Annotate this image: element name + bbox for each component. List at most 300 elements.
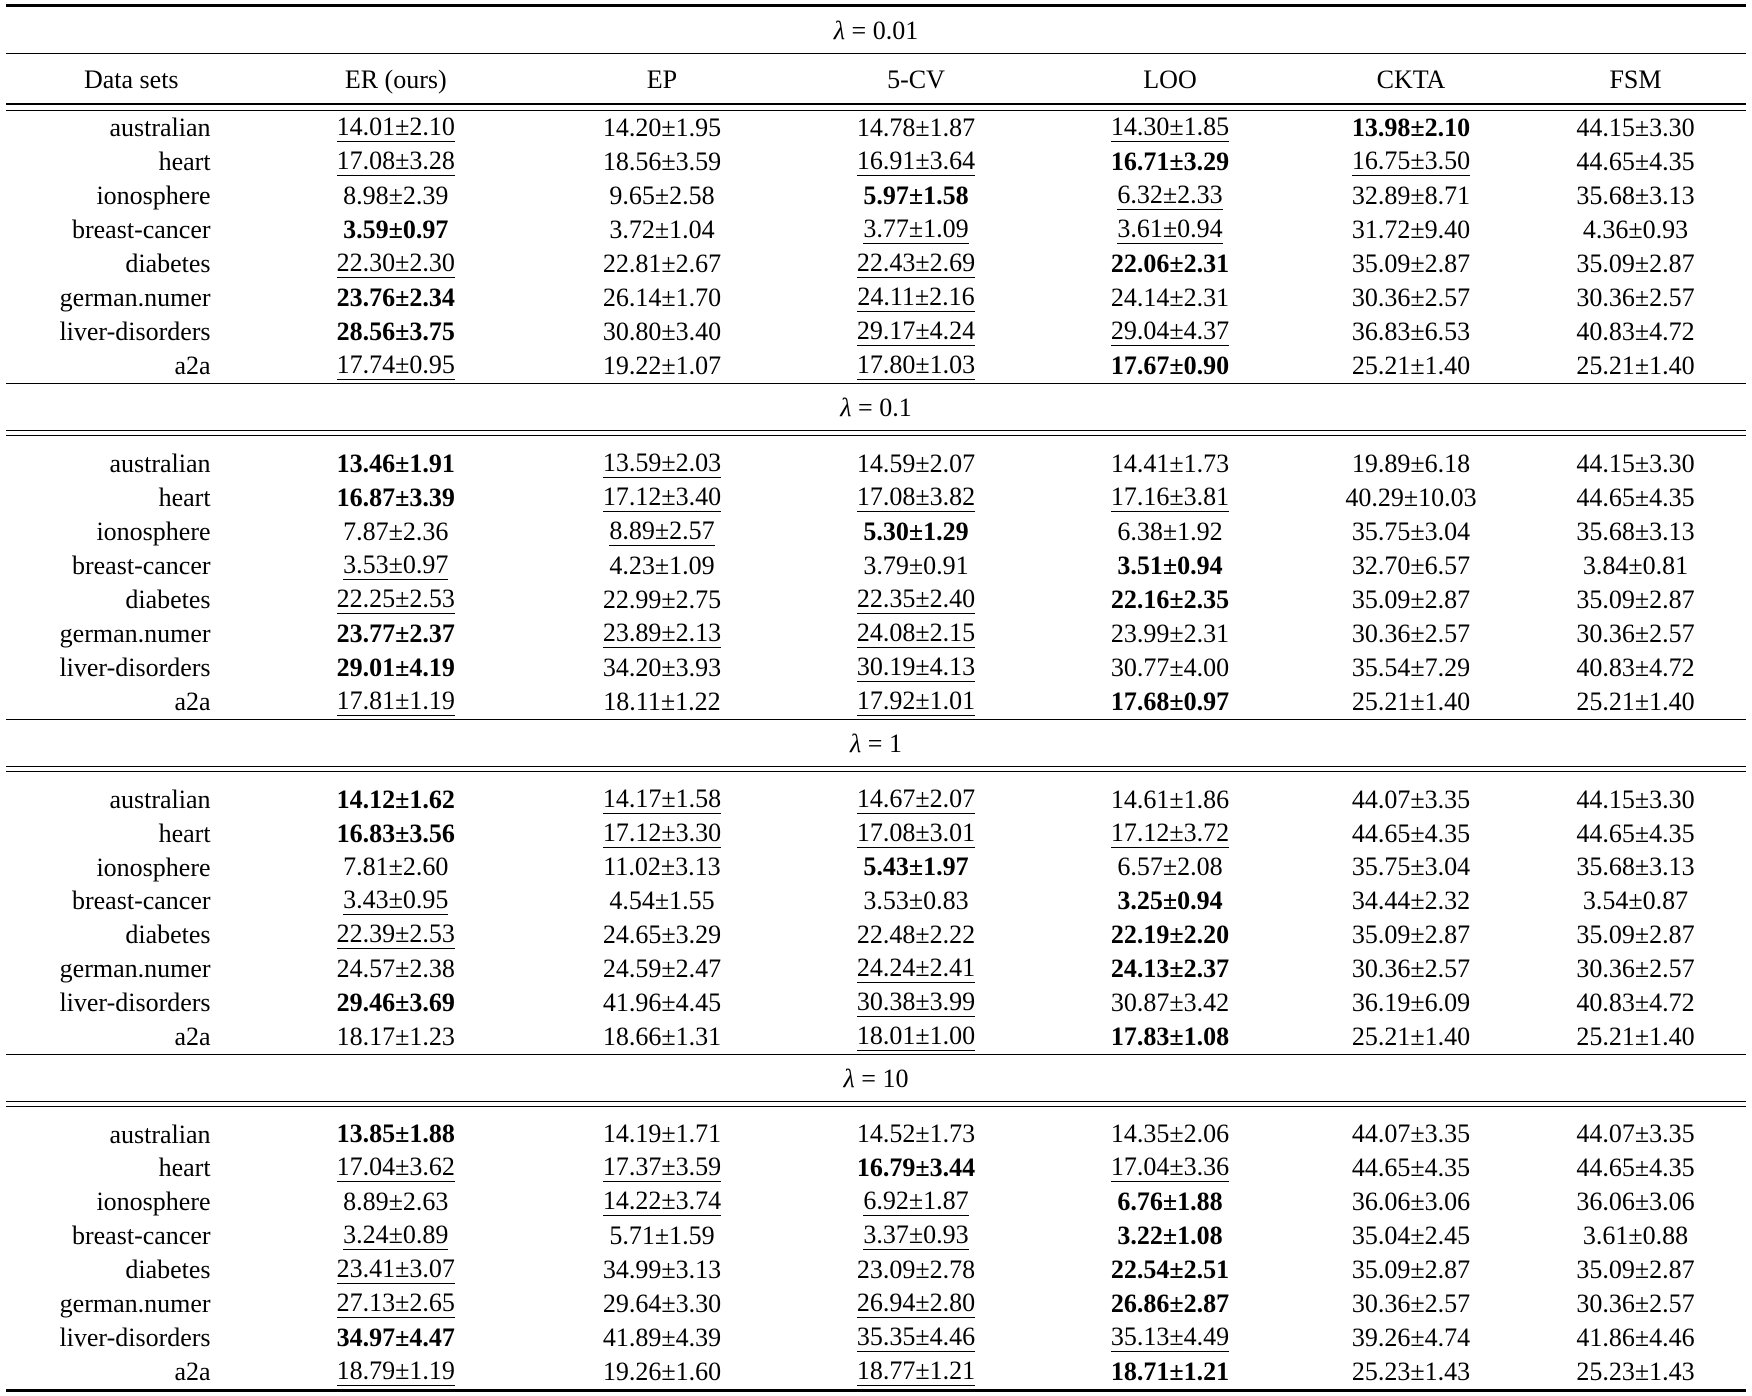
result-value: 18.66±1.31 xyxy=(603,1024,721,1051)
result-value: 19.26±1.60 xyxy=(603,1359,721,1386)
result-cell xyxy=(1043,349,1297,384)
result-value: 39.26±4.74 xyxy=(1352,1325,1470,1352)
result-value: 3.61±0.88 xyxy=(1583,1223,1688,1250)
result-value: 17.67±0.90 xyxy=(1111,353,1229,380)
table-row xyxy=(6,1118,1746,1151)
result-value: 35.54±7.29 xyxy=(1352,655,1470,682)
result-cell xyxy=(1525,851,1746,884)
table-row xyxy=(6,447,1746,481)
result-cell xyxy=(257,583,535,617)
result-value: 17.08±3.01 xyxy=(857,820,975,848)
table-row xyxy=(6,685,1746,720)
result-value: 22.81±2.67 xyxy=(603,251,721,278)
table-row xyxy=(6,1321,1746,1355)
result-value: 34.97±4.47 xyxy=(337,1325,455,1352)
result-value: 16.75±3.50 xyxy=(1352,148,1470,176)
result-value: 3.79±0.91 xyxy=(863,553,968,580)
result-value: 23.77±2.37 xyxy=(337,621,455,648)
result-value: 30.36±2.57 xyxy=(1576,956,1694,983)
result-value: 3.25±0.94 xyxy=(1117,888,1222,915)
result-value: 14.30±1.85 xyxy=(1111,114,1229,142)
dataset-name: german.numer xyxy=(6,952,257,986)
result-cell xyxy=(257,817,535,851)
result-cell xyxy=(535,884,789,918)
result-value: 25.21±1.40 xyxy=(1576,689,1694,716)
result-value: 17.08±3.28 xyxy=(337,148,455,176)
result-cell xyxy=(257,1219,535,1253)
result-cell xyxy=(1297,851,1525,884)
result-value: 34.99±3.13 xyxy=(603,1257,721,1284)
result-value: 14.59±2.07 xyxy=(857,451,975,478)
result-value: 35.04±2.45 xyxy=(1352,1223,1470,1250)
result-cell xyxy=(1297,884,1525,918)
result-value: 44.15±3.30 xyxy=(1576,451,1694,478)
result-cell xyxy=(535,918,789,952)
dataset-name: breast-cancer xyxy=(6,884,257,918)
result-value: 3.72±1.04 xyxy=(609,217,714,244)
result-cell xyxy=(257,783,535,817)
result-value: 44.07±3.35 xyxy=(1352,787,1470,814)
dataset-name: german.numer xyxy=(6,281,257,315)
result-cell xyxy=(257,145,535,179)
result-cell xyxy=(1525,1118,1746,1151)
result-value: 17.92±1.01 xyxy=(857,688,975,716)
result-value: 25.21±1.40 xyxy=(1352,353,1470,380)
rule-line xyxy=(6,1391,1746,1396)
result-cell xyxy=(1043,685,1297,720)
result-cell xyxy=(1525,111,1746,146)
result-value: 40.29±10.03 xyxy=(1345,485,1476,512)
dataset-name: diabetes xyxy=(6,583,257,617)
result-value: 5.43±1.97 xyxy=(863,854,968,881)
result-cell xyxy=(257,884,535,918)
result-cell xyxy=(1525,817,1746,851)
result-cell xyxy=(1043,1219,1297,1253)
result-cell xyxy=(535,281,789,315)
result-cell xyxy=(1525,1321,1746,1355)
result-value: 16.91±3.64 xyxy=(857,148,975,176)
table-row xyxy=(6,1355,1746,1391)
result-value: 14.19±1.71 xyxy=(603,1121,721,1148)
result-value: 32.89±8.71 xyxy=(1352,183,1470,210)
result-value: 18.79±1.19 xyxy=(337,1358,455,1386)
result-cell xyxy=(1297,685,1525,720)
column-header-ep: EP xyxy=(535,58,789,104)
result-value: 25.23±1.43 xyxy=(1576,1359,1694,1386)
result-value: 36.19±6.09 xyxy=(1352,990,1470,1017)
result-value: 22.06±2.31 xyxy=(1111,251,1229,278)
result-cell xyxy=(257,1118,535,1151)
result-value: 26.14±1.70 xyxy=(603,285,721,312)
result-value: 29.46±3.69 xyxy=(337,990,455,1017)
result-cell xyxy=(1525,145,1746,179)
table-bottom-rule xyxy=(6,1391,1746,1396)
result-value: 16.79±3.44 xyxy=(857,1155,975,1182)
column-header-data-sets: Data sets xyxy=(6,58,257,104)
result-value: 3.54±0.87 xyxy=(1583,888,1688,915)
result-cell xyxy=(789,111,1043,146)
result-value: 35.68±3.13 xyxy=(1576,519,1694,546)
table-row xyxy=(6,549,1746,583)
result-cell xyxy=(1297,1118,1525,1151)
result-value: 8.89±2.63 xyxy=(343,1189,448,1216)
result-value: 18.56±3.59 xyxy=(603,149,721,176)
result-cell xyxy=(1525,1219,1746,1253)
result-cell xyxy=(257,685,535,720)
result-cell xyxy=(789,515,1043,549)
result-value: 17.12±3.30 xyxy=(603,820,721,848)
table-row xyxy=(6,1151,1746,1185)
result-value: 14.22±3.74 xyxy=(603,1188,721,1216)
result-cell xyxy=(1525,986,1746,1020)
result-cell xyxy=(257,549,535,583)
result-value: 22.39±2.53 xyxy=(337,921,455,949)
result-value: 24.08±2.15 xyxy=(857,620,975,648)
dataset-name: liver-disorders xyxy=(6,315,257,349)
result-value: 22.19±2.20 xyxy=(1111,922,1229,949)
result-cell xyxy=(257,1185,535,1219)
result-value: 35.09±2.87 xyxy=(1352,587,1470,614)
result-cell xyxy=(1297,549,1525,583)
result-cell xyxy=(1043,179,1297,213)
result-value: 44.65±4.35 xyxy=(1576,149,1694,176)
result-value: 4.54±1.55 xyxy=(609,888,714,915)
result-cell xyxy=(535,111,789,146)
result-cell xyxy=(1525,213,1746,247)
lambda-value: 1 xyxy=(889,729,902,758)
result-cell xyxy=(789,349,1043,384)
result-value: 30.36±2.57 xyxy=(1576,285,1694,312)
result-value: 23.89±2.13 xyxy=(603,620,721,648)
result-value: 14.41±1.73 xyxy=(1111,451,1229,478)
result-value: 18.77±1.21 xyxy=(857,1358,975,1386)
result-cell xyxy=(1525,1185,1746,1219)
result-value: 22.48±2.22 xyxy=(857,922,975,949)
result-cell xyxy=(257,111,535,146)
table-row xyxy=(6,1219,1746,1253)
lambda-value: 10 xyxy=(882,1064,908,1093)
lambda-caption-row xyxy=(6,388,1746,431)
dataset-name: australian xyxy=(6,1118,257,1151)
result-value: 18.11±1.22 xyxy=(603,689,720,716)
result-cell xyxy=(535,247,789,281)
result-value: 14.61±1.86 xyxy=(1111,787,1229,814)
result-cell xyxy=(535,817,789,851)
result-cell xyxy=(535,1020,789,1055)
dataset-name: breast-cancer xyxy=(6,549,257,583)
result-value: 36.83±6.53 xyxy=(1352,319,1470,346)
result-cell xyxy=(1043,1118,1297,1151)
result-cell xyxy=(1525,349,1746,384)
result-value: 35.09±2.87 xyxy=(1352,1257,1470,1284)
result-cell xyxy=(789,549,1043,583)
result-cell xyxy=(535,685,789,720)
lambda-caption: λ = 1 xyxy=(6,724,1746,767)
result-value: 3.51±0.94 xyxy=(1117,553,1222,580)
result-cell xyxy=(1043,651,1297,685)
result-cell xyxy=(1043,481,1297,515)
result-cell xyxy=(1043,851,1297,884)
dataset-name: liver-disorders xyxy=(6,651,257,685)
result-value: 13.98±2.10 xyxy=(1352,115,1470,142)
result-cell xyxy=(1297,1253,1525,1287)
result-value: 3.37±0.93 xyxy=(863,1222,968,1250)
result-cell xyxy=(789,783,1043,817)
result-cell xyxy=(1525,515,1746,549)
result-value: 26.94±2.80 xyxy=(857,1290,975,1318)
result-value: 35.13±4.49 xyxy=(1111,1324,1229,1352)
result-value: 22.43±2.69 xyxy=(857,250,975,278)
result-cell xyxy=(535,851,789,884)
result-value: 23.41±3.07 xyxy=(337,1256,455,1284)
result-value: 25.21±1.40 xyxy=(1352,689,1470,716)
dataset-name: diabetes xyxy=(6,918,257,952)
table-row xyxy=(6,651,1746,685)
result-cell xyxy=(257,315,535,349)
result-value: 44.65±4.35 xyxy=(1352,1155,1470,1182)
table-row xyxy=(6,817,1746,851)
result-value: 5.97±1.58 xyxy=(863,183,968,210)
result-cell xyxy=(1297,179,1525,213)
result-value: 30.36±2.57 xyxy=(1576,1291,1694,1318)
result-cell xyxy=(535,315,789,349)
spacer-cell xyxy=(6,776,1746,783)
result-cell xyxy=(789,1219,1043,1253)
result-value: 3.53±0.83 xyxy=(863,888,968,915)
result-value: 35.09±2.87 xyxy=(1352,922,1470,949)
result-value: 3.22±1.08 xyxy=(1117,1223,1222,1250)
result-cell xyxy=(1297,1287,1525,1321)
result-cell xyxy=(535,617,789,651)
result-value: 17.81±1.19 xyxy=(337,688,455,716)
result-value: 16.83±3.56 xyxy=(337,821,455,848)
result-cell xyxy=(1297,651,1525,685)
result-value: 4.36±0.93 xyxy=(1583,217,1688,244)
table-row xyxy=(6,986,1746,1020)
result-cell xyxy=(1043,447,1297,481)
result-value: 5.30±1.29 xyxy=(863,519,968,546)
result-value: 24.11±2.16 xyxy=(857,284,974,312)
result-cell xyxy=(1297,315,1525,349)
result-value: 19.22±1.07 xyxy=(603,353,721,380)
result-cell xyxy=(1525,1020,1746,1055)
result-cell xyxy=(1043,549,1297,583)
table-row xyxy=(6,515,1746,549)
table-row xyxy=(6,481,1746,515)
table-row xyxy=(6,315,1746,349)
dataset-name: ionosphere xyxy=(6,515,257,549)
dataset-name: heart xyxy=(6,1151,257,1185)
result-cell xyxy=(1525,1253,1746,1287)
result-cell xyxy=(1043,817,1297,851)
result-value: 17.12±3.72 xyxy=(1111,820,1229,848)
result-value: 36.06±3.06 xyxy=(1576,1189,1694,1216)
result-value: 44.07±3.35 xyxy=(1576,1121,1694,1148)
dataset-name: a2a xyxy=(6,1355,257,1391)
result-value: 41.89±4.39 xyxy=(603,1325,721,1352)
result-cell xyxy=(1297,481,1525,515)
result-cell xyxy=(1043,247,1297,281)
dataset-name: ionosphere xyxy=(6,179,257,213)
result-value: 6.76±1.88 xyxy=(1117,1189,1222,1216)
result-cell xyxy=(257,1020,535,1055)
result-cell xyxy=(1043,1321,1297,1355)
result-cell xyxy=(789,145,1043,179)
result-cell xyxy=(1525,1355,1746,1391)
result-cell xyxy=(1043,111,1297,146)
result-cell xyxy=(789,851,1043,884)
result-value: 35.68±3.13 xyxy=(1576,854,1694,881)
result-value: 3.61±0.94 xyxy=(1117,216,1222,244)
result-value: 24.13±2.37 xyxy=(1111,956,1229,983)
dataset-name: breast-cancer xyxy=(6,213,257,247)
result-value: 34.20±3.93 xyxy=(603,655,721,682)
table-row xyxy=(6,1020,1746,1055)
table-row xyxy=(6,1185,1746,1219)
result-value: 35.09±2.87 xyxy=(1576,1257,1694,1284)
result-cell xyxy=(789,1020,1043,1055)
result-cell xyxy=(1297,515,1525,549)
block-spacer xyxy=(6,776,1746,783)
lambda-caption: λ = 10 xyxy=(6,1059,1746,1102)
table-row xyxy=(6,918,1746,952)
result-cell xyxy=(1525,651,1746,685)
lambda-symbol: λ xyxy=(850,729,861,758)
result-cell xyxy=(1525,918,1746,952)
result-cell xyxy=(1043,515,1297,549)
result-value: 3.24±0.89 xyxy=(343,1222,448,1250)
table-row xyxy=(6,952,1746,986)
table-row xyxy=(6,247,1746,281)
result-value: 4.23±1.09 xyxy=(609,553,714,580)
result-value: 25.21±1.40 xyxy=(1576,1024,1694,1051)
result-value: 22.99±2.75 xyxy=(603,587,721,614)
result-value: 40.83±4.72 xyxy=(1576,655,1694,682)
result-value: 44.65±4.35 xyxy=(1576,1155,1694,1182)
result-cell xyxy=(789,651,1043,685)
result-cell xyxy=(789,1355,1043,1391)
result-cell xyxy=(789,583,1043,617)
result-cell xyxy=(535,986,789,1020)
result-cell xyxy=(535,145,789,179)
result-value: 3.84±0.81 xyxy=(1583,553,1688,580)
table-row xyxy=(6,617,1746,651)
result-value: 25.23±1.43 xyxy=(1352,1359,1470,1386)
result-cell xyxy=(789,952,1043,986)
result-cell xyxy=(1525,884,1746,918)
result-value: 31.72±9.40 xyxy=(1352,217,1470,244)
result-value: 18.71±1.21 xyxy=(1111,1359,1229,1386)
result-cell xyxy=(1525,247,1746,281)
column-header-row xyxy=(6,58,1746,104)
lambda-symbol: λ xyxy=(844,1064,855,1093)
result-value: 26.86±2.87 xyxy=(1111,1291,1229,1318)
lambda-symbol: λ xyxy=(840,393,851,422)
result-value: 13.59±2.03 xyxy=(603,450,721,478)
lambda-value: 0.01 xyxy=(873,16,919,45)
result-cell xyxy=(789,1321,1043,1355)
result-value: 14.12±1.62 xyxy=(337,787,455,814)
result-value: 17.74±0.95 xyxy=(337,352,455,380)
result-cell xyxy=(1043,617,1297,651)
result-cell xyxy=(1297,349,1525,384)
result-cell xyxy=(257,1321,535,1355)
result-cell xyxy=(1297,1020,1525,1055)
result-cell xyxy=(535,447,789,481)
result-cell xyxy=(535,952,789,986)
result-value: 25.21±1.40 xyxy=(1352,1024,1470,1051)
result-cell xyxy=(535,1118,789,1151)
result-value: 23.09±2.78 xyxy=(857,1257,975,1284)
dataset-name: german.numer xyxy=(6,1287,257,1321)
result-value: 44.07±3.35 xyxy=(1352,1121,1470,1148)
result-value: 17.12±3.40 xyxy=(603,484,721,512)
result-value: 24.65±3.29 xyxy=(603,922,721,949)
result-value: 17.37±3.59 xyxy=(603,1154,721,1182)
result-value: 24.59±2.47 xyxy=(603,956,721,983)
dataset-name: liver-disorders xyxy=(6,986,257,1020)
result-cell xyxy=(1043,145,1297,179)
result-value: 30.36±2.57 xyxy=(1352,1291,1470,1318)
result-cell xyxy=(1043,281,1297,315)
result-cell xyxy=(535,1287,789,1321)
result-cell xyxy=(1043,315,1297,349)
result-value: 8.98±2.39 xyxy=(343,183,448,210)
result-value: 3.77±1.09 xyxy=(863,216,968,244)
result-cell xyxy=(535,1185,789,1219)
result-value: 44.15±3.30 xyxy=(1576,115,1694,142)
result-cell xyxy=(789,1253,1043,1287)
result-value: 17.04±3.36 xyxy=(1111,1154,1229,1182)
result-cell xyxy=(1525,617,1746,651)
result-cell xyxy=(789,247,1043,281)
result-cell xyxy=(535,783,789,817)
result-cell xyxy=(1297,213,1525,247)
results-table xyxy=(6,4,1746,1396)
result-value: 19.89±6.18 xyxy=(1352,451,1470,478)
result-value: 22.25±2.53 xyxy=(337,586,455,614)
result-value: 17.68±0.97 xyxy=(1111,689,1229,716)
result-value: 22.16±2.35 xyxy=(1111,587,1229,614)
dataset-name: a2a xyxy=(6,685,257,720)
result-cell xyxy=(789,179,1043,213)
result-cell xyxy=(257,651,535,685)
result-cell xyxy=(535,515,789,549)
result-value: 14.35±2.06 xyxy=(1111,1121,1229,1148)
result-cell xyxy=(1297,1355,1525,1391)
result-value: 44.65±4.35 xyxy=(1576,821,1694,848)
result-value: 24.57±2.38 xyxy=(337,956,455,983)
column-header-loo: LOO xyxy=(1043,58,1297,104)
result-cell xyxy=(1525,1151,1746,1185)
result-cell xyxy=(535,481,789,515)
result-cell xyxy=(1043,986,1297,1020)
lambda-caption: λ = 0.1 xyxy=(6,388,1746,431)
dataset-name: diabetes xyxy=(6,1253,257,1287)
result-cell xyxy=(1043,1185,1297,1219)
table-row xyxy=(6,213,1746,247)
result-cell xyxy=(789,1118,1043,1151)
result-value: 6.57±2.08 xyxy=(1117,854,1222,881)
result-cell xyxy=(535,213,789,247)
result-value: 6.32±2.33 xyxy=(1117,182,1222,210)
result-value: 13.46±1.91 xyxy=(337,451,455,478)
result-value: 35.09±2.87 xyxy=(1352,251,1470,278)
result-value: 22.54±2.51 xyxy=(1111,1257,1229,1284)
result-cell xyxy=(535,349,789,384)
result-value: 30.36±2.57 xyxy=(1352,621,1470,648)
result-cell xyxy=(1043,583,1297,617)
